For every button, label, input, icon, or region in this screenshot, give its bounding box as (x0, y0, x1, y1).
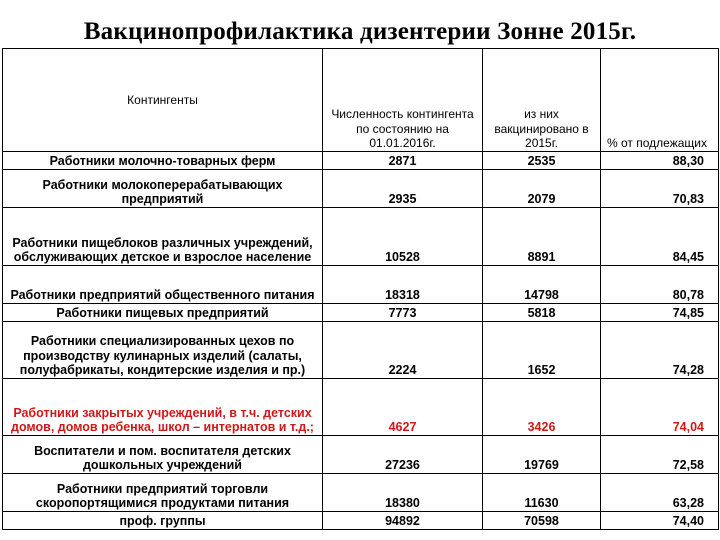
row-population: 27236 (323, 436, 483, 474)
row-population: 10528 (323, 208, 483, 266)
table-row-total (3, 512, 719, 530)
row-population: 2935 (323, 170, 483, 208)
row-population: 2224 (323, 322, 483, 379)
table-row (3, 304, 719, 322)
vaccination-table (2, 48, 719, 530)
row-vaccinated: 19769 (483, 436, 601, 474)
row-vaccinated: 11630 (483, 474, 601, 512)
row-percent: 74,40 (601, 512, 719, 530)
row-vaccinated: 1652 (483, 322, 601, 379)
row-percent: 88,30 (601, 152, 719, 170)
table-header-row (3, 49, 719, 152)
table-row (3, 170, 719, 208)
row-name: Работники закрытых учреждений, в т.ч. детских домов, домов ребенка, школ – интернатов и т.д.; (3, 379, 323, 436)
row-vaccinated: 2535 (483, 152, 601, 170)
header-percent: % от подлежащих (601, 49, 719, 152)
row-name: Работники предприятий торговли скоропортящимися продуктами питания (3, 474, 323, 512)
row-percent: 80,78 (601, 266, 719, 304)
table-row (3, 152, 719, 170)
header-population: Численность контингента по состоянию на 01.01.2016г. (323, 49, 483, 152)
row-name: Работники молочно-товарных ферм (3, 152, 323, 170)
table-row (3, 266, 719, 304)
table-row (3, 322, 719, 379)
row-population: 94892 (323, 512, 483, 530)
row-name: Воспитатели и пом. воспитателя детских дошкольных учреждений (3, 436, 323, 474)
row-population: 4627 (323, 379, 483, 436)
row-vaccinated: 14798 (483, 266, 601, 304)
row-percent: 63,28 (601, 474, 719, 512)
table-row-highlighted (3, 379, 719, 436)
row-name: проф. группы (3, 512, 323, 530)
row-population: 18380 (323, 474, 483, 512)
row-name: Работники предприятий общественного питания (3, 266, 323, 304)
row-vaccinated: 8891 (483, 208, 601, 266)
row-percent: 70,83 (601, 170, 719, 208)
row-percent: 74,85 (601, 304, 719, 322)
row-vaccinated: 2079 (483, 170, 601, 208)
row-name: Работники молокоперерабатывающих предприятий (3, 170, 323, 208)
row-name: Работники пищеблоков различных учреждений, обслуживающих детское и взрослое население (3, 208, 323, 266)
row-name: Работники пищевых предприятий (3, 304, 323, 322)
page-title: Вакцинопрофилактика дизентерии Зонне 2015г. (83, 18, 637, 45)
row-vaccinated: 5818 (483, 304, 601, 322)
table-row (3, 474, 719, 512)
table-row (3, 436, 719, 474)
row-population: 7773 (323, 304, 483, 322)
table-row (3, 208, 719, 266)
row-population: 18318 (323, 266, 483, 304)
row-population: 2871 (323, 152, 483, 170)
header-contingent: Контингенты (3, 49, 323, 152)
row-percent: 84,45 (601, 208, 719, 266)
row-percent: 74,04 (601, 379, 719, 436)
row-vaccinated: 70598 (483, 512, 601, 530)
row-vaccinated: 3426 (483, 379, 601, 436)
row-name: Работники специализированных цехов по производству кулинарных изделий (салаты, полуфабрикаты, кондитерские изделия и пр.) (3, 322, 323, 379)
header-vaccinated: из них вакцинировано в 2015г. (483, 49, 601, 152)
row-percent: 72,58 (601, 436, 719, 474)
row-percent: 74,28 (601, 322, 719, 379)
